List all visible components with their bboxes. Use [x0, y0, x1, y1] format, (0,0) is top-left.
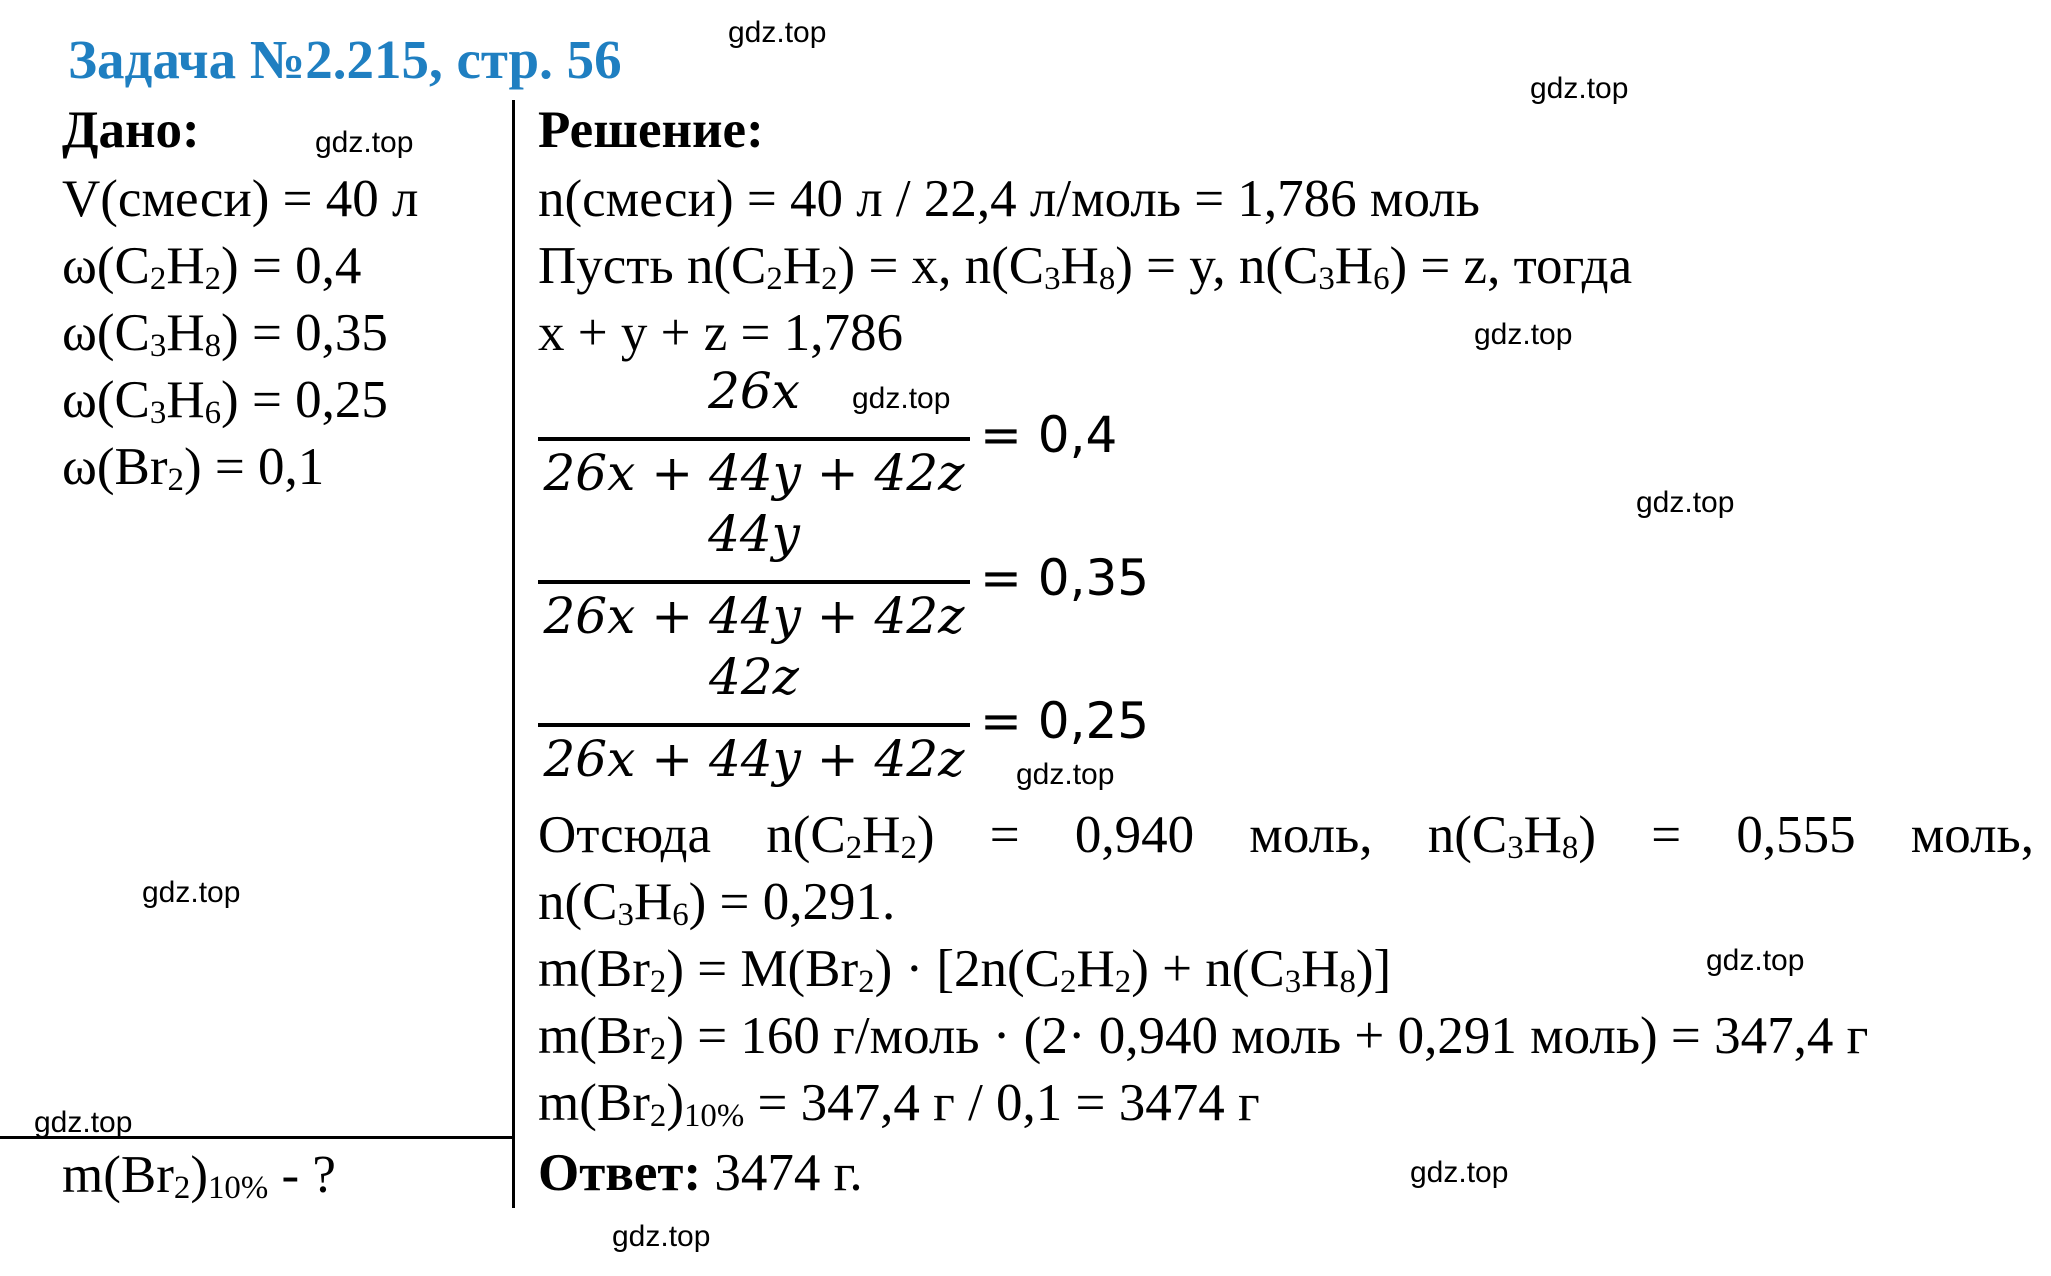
- solution-line-formula: $m(Br_2) = M(Br_2) \cdot [2n(C_2H_2) + n(C_3H_8)]$: [538, 940, 1392, 1000]
- solution-line-sum: x + y + z = 1,786: [538, 304, 903, 362]
- watermark: gdz.top: [1530, 72, 1629, 105]
- solution-line-let: Пусть $n(C_2H_2) = x$, $n(C_3H_8) = y$, $n(C_3H_6) = z$, тогда: [538, 237, 1633, 297]
- fraction-1-bar: [538, 437, 970, 441]
- vertical-divider: [512, 100, 515, 1208]
- fraction-2-result: = 0,35: [980, 549, 1150, 607]
- fraction-2-denominator: 26x + 44y + 42z: [543, 587, 965, 645]
- fraction-1-denominator: 26x + 44y + 42z: [543, 444, 965, 502]
- fraction-3-numerator: 42z: [709, 648, 799, 706]
- fraction-2-bar: [538, 580, 970, 584]
- watermark: gdz.top: [728, 16, 827, 49]
- solution-line-propene: $n(C_3H_6) = 0,291$.: [538, 873, 896, 933]
- answer: [538, 1140, 863, 1206]
- given-volume: V(смеси) = 40 л: [62, 170, 419, 228]
- watermark: gdz.top: [612, 1220, 711, 1253]
- given-omega-c3h6: $\omega(C_3H_6) = 0,25$: [62, 371, 388, 431]
- fraction-2-numerator: 44y: [708, 505, 800, 563]
- fraction-3-result: = 0,25: [980, 692, 1150, 750]
- watermark: gdz.top: [1410, 1156, 1509, 1189]
- watermark: gdz.top: [315, 126, 414, 159]
- given-omega-c2h2: $\omega(C_2H_2) = 0,4$: [62, 237, 362, 297]
- find-quantity: $m(Br_2)_{10\%}$ - ?: [62, 1146, 336, 1206]
- watermark: gdz.top: [1706, 944, 1805, 977]
- fraction-3-bar: [538, 723, 970, 727]
- given-heading: Дано:: [62, 101, 200, 159]
- solution-heading: Решение:: [538, 101, 764, 159]
- watermark: gdz.top: [142, 876, 241, 909]
- watermark: gdz.top: [1016, 758, 1115, 791]
- answer-label: Ответ:: [538, 1144, 702, 1202]
- solution-line-mass: $m(Br_2) = 160$ г/моль · (2· 0,940 моль + 0,291 моль) = 347,4 г: [538, 1007, 1869, 1067]
- solution-line-hence: Отсюда $n(C_2H_2)$ = 0,940 моль, $n(C_3H_8)$ = 0,555 моль,: [538, 806, 2034, 866]
- solution-line-moles: n(смеси) = 40 л / 22,4 л/моль = 1,786 моль: [538, 170, 1480, 228]
- fraction-3-denominator: 26x + 44y + 42z: [543, 730, 965, 788]
- solution-line-mass-solution: $m(Br_2)_{10\%} = 347,4$ г / 0,1 = 3474 г: [538, 1074, 1260, 1134]
- watermark: gdz.top: [852, 382, 951, 415]
- given-omega-c3h8: $\omega(C_3H_8) = 0,35$: [62, 304, 388, 364]
- fraction-1-numerator: 26x: [708, 362, 800, 420]
- page-title: Задача №2.215, стр. 56: [68, 29, 622, 90]
- given-omega-br2: $\omega(Br_2) = 0,1$: [62, 438, 325, 498]
- watermark: gdz.top: [1636, 486, 1735, 519]
- fraction-1-result: = 0,4: [980, 406, 1118, 464]
- watermark: gdz.top: [34, 1106, 133, 1139]
- answer-value: 3474 г.: [701, 1144, 863, 1202]
- watermark: gdz.top: [1474, 318, 1573, 351]
